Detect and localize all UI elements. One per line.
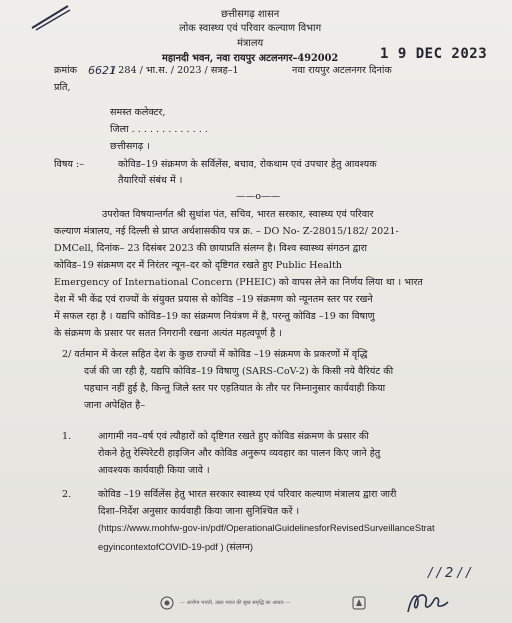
para2-line-4: जाना अपेक्षित है–	[84, 400, 146, 411]
para2-line-3: पहचान नहीं हुई है, किन्तु जिले स्तर पर एहतियात के तौर पर निम्नानुसार कार्यवाही किया	[84, 383, 386, 394]
para1-line-5: Emergency of International Concern (PHEIC) को वापस लेने का निर्णय लिया था । भारत	[54, 277, 423, 288]
para1-line-2: कल्याण मंत्रालय, नई दिल्ली से प्राप्त अर्धशासकीय पत्र क्र. – DO No- Z-28015/182/ 2021-	[54, 226, 399, 237]
item2-line-1: कोविड –19 सर्विलेंस हेतु भारत सरकार स्वास्थ्य एवं परिवार कल्याण मंत्रालय द्वारा जारी	[98, 489, 397, 500]
reference-code: / 284 / भा.स. / 2023 / सत्रह–1	[112, 65, 239, 76]
para2-line-1: 2/ वर्तमान में केरल सहित देश के कुछ राज्यों में कोविड –19 संक्रमण के प्रकरणों में वृद्धि	[62, 349, 368, 360]
para1-line-6: देश में भी केंद्र एवं राज्यों के संयुक्त प्रयास से कोविड –19 संक्रमण को न्यूनतम स्तर पर रखने	[54, 294, 373, 305]
subject-line-1: कोविड–19 संक्रमण के सर्विलेंस, बचाव, रोकथाम एवं उपचार हेतु आवश्यक	[118, 159, 377, 170]
subject-label: विषय :–	[54, 159, 85, 170]
item1-line-1: आगामी नव–वर्ष एवं त्यौहारों को दृष्टिगत रखते हुए कोविड संक्रमण के प्रसार की	[98, 431, 369, 442]
guideline-url-line-2: egyincontextofCOVID-19-pdf ) (संलग्न)	[98, 541, 253, 552]
item2-line-2: दिशा–निर्देश अनुसार कार्यवाही किया जाना सुनिश्चित करें ।	[98, 506, 300, 517]
para1-line-4: कोविड–19 संक्रमण दर में निरंतर न्यून–दर को दृष्टिगत रखते हुए Public Health	[54, 260, 342, 271]
item1-line-2: रोकने हेतु रेस्पिरेटरी हाइजिन और कोविड अनुरूप व्यवहार का पालन किए जाने हेतु	[98, 448, 381, 459]
recipient-line-3: छत्तीसगढ़ ।	[110, 141, 150, 152]
reference-label: क्रमांक	[54, 65, 77, 76]
address-line: महानदी भवन, नवा रायपुर अटलनगर–492002	[162, 53, 339, 64]
ministry-label: मंत्रालय	[237, 38, 264, 49]
item1-number: 1.	[62, 431, 72, 442]
item1-line-3: आवश्यक कार्यवाही किया जावे ।	[98, 465, 210, 476]
footer-emblem-icon	[160, 596, 174, 610]
page-mark: / / 2 / /	[428, 566, 471, 581]
para1-line-7: में सफल रहा है । यद्यपि कोविड–19 का संक्रमण नियंत्रण में है, परन्तु कोविड –19 का विषाणु	[54, 311, 375, 322]
subject-line-2: तैयारियों संबंध में ।	[118, 175, 183, 186]
footer-logo-icon	[352, 596, 366, 610]
signature	[404, 588, 452, 616]
para1-line-3: DMCell, दिनांक– 23 दिसंबर 2023 की छायाप्रति संलग्न है। विश्व स्वास्थ्य संगठन द्वारा	[54, 243, 368, 254]
department-name: लोक स्वास्थ्य एवं परिवार कल्याण विभाग	[179, 23, 322, 34]
date-stamp: 1 9 DEC 2023	[380, 46, 488, 62]
item2-number: 2.	[62, 489, 72, 500]
para2-line-2: दर्ज की जा रही है, यद्यपि कोविड–19 विषाणु (SARS-CoV-2) के किसी नये वैरियंट की	[84, 366, 394, 377]
footer-text: — आरोग्य भारती, उन्नत भारत की सुख समृद्धि का आधार —	[180, 600, 291, 606]
govt-name: छत्तीसगढ़ शासन	[221, 9, 280, 20]
separator: ——o——	[236, 191, 281, 202]
para1-line-8: के संक्रमण के प्रसार पर सतत निगरानी रखना अत्यंत महत्वपूर्ण है ।	[54, 328, 282, 339]
reference-number: 6621	[88, 64, 116, 77]
recipient-label: प्रति,	[54, 82, 71, 93]
guideline-url-line-1: (https://www.mohfw-gov-in/pdf/OperationalGuidelinesforRevisedSurveillanceStrat	[98, 522, 435, 533]
recipient-line-2: जिला . . . . . . . . . . . . .	[110, 124, 208, 135]
recipient-line-1: समस्त कलेक्टर,	[110, 107, 166, 118]
para1-line-1: उपरोक्त विषयान्तर्गत श्री सुधांश पंत, सचिव, भारत सरकार, स्वास्थ्य एवं परिवार	[102, 209, 374, 220]
place-date-label: नवा रायपुर अटलनगर दिनांक	[292, 65, 392, 76]
